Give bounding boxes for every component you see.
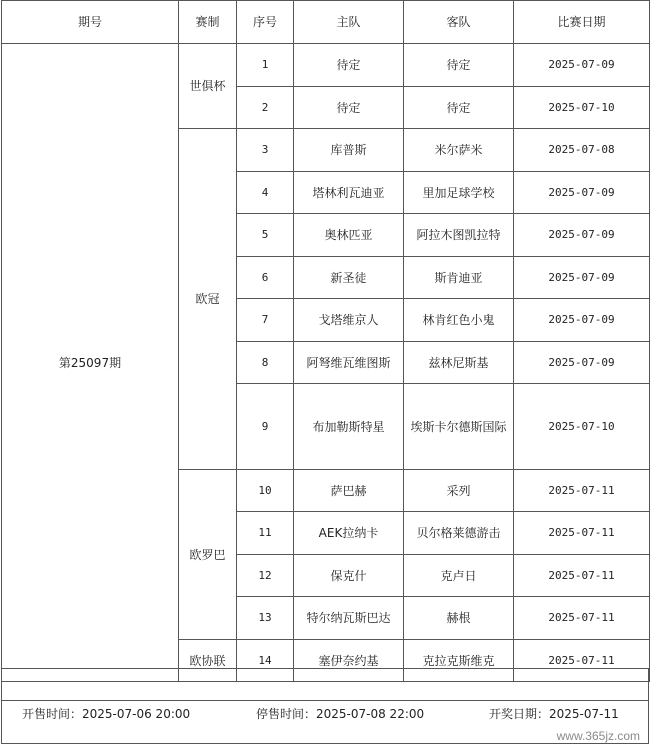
match-date-cell: 2025-07-11: [514, 597, 650, 640]
match-date-cell: 2025-07-10: [514, 384, 650, 470]
away-team-cell: 赫根: [404, 597, 514, 640]
away-team-cell: 克卢日: [404, 555, 514, 597]
home-team-cell: 萨巴赫: [294, 470, 404, 512]
home-team-cell: AEK拉纳卡: [294, 512, 404, 555]
match-no-cell: 7: [237, 299, 294, 342]
format-cell: 欧冠: [179, 129, 237, 470]
match-date-cell: 2025-07-09: [514, 342, 650, 384]
draw-date: 开奖日期：2025-07-11: [489, 707, 619, 721]
match-no-cell: 1: [237, 44, 294, 87]
match-no-cell: 10: [237, 470, 294, 512]
format-cell: 欧协联: [179, 640, 237, 682]
site-watermark: www.365jz.com: [556, 729, 640, 743]
away-team-cell: 阿拉木图凯拉特: [404, 214, 514, 257]
match-date-cell: 2025-07-08: [514, 129, 650, 172]
away-team-cell: 采列: [404, 470, 514, 512]
match-date-cell: 2025-07-09: [514, 257, 650, 299]
col-header-home: 主队: [294, 1, 404, 44]
format-cell: 世俱杯: [179, 44, 237, 129]
home-team-cell: 戈塔维京人: [294, 299, 404, 342]
home-team-cell: 塔林利瓦迪亚: [294, 172, 404, 214]
away-team-cell: 米尔萨米: [404, 129, 514, 172]
away-team-cell: 林肯红色小鬼: [404, 299, 514, 342]
col-header-away: 客队: [404, 1, 514, 44]
match-date-cell: 2025-07-10: [514, 87, 650, 129]
issue-cell: 第25097期: [2, 44, 179, 682]
away-team-cell: 贝尔格莱德游击: [404, 512, 514, 555]
match-no-cell: 14: [237, 640, 294, 682]
match-date-cell: 2025-07-11: [514, 555, 650, 597]
home-team-cell: 布加勒斯特星: [294, 384, 404, 470]
away-team-cell: 待定: [404, 44, 514, 87]
home-team-cell: 阿弩维瓦维图斯: [294, 342, 404, 384]
away-team-cell: 待定: [404, 87, 514, 129]
col-header-no: 序号: [237, 1, 294, 44]
sale-stop-time: 停售时间：2025-07-08 22:00: [256, 707, 425, 721]
col-header-issue: 期号: [2, 1, 179, 44]
away-team-cell: 兹林尼斯基: [404, 342, 514, 384]
match-date-cell: 2025-07-09: [514, 299, 650, 342]
header-row: [2, 1, 650, 44]
format-cell: 欧罗巴: [179, 470, 237, 640]
home-team-cell: 待定: [294, 44, 404, 87]
home-team-cell: 奥林匹亚: [294, 214, 404, 257]
match-date-cell: 2025-07-09: [514, 172, 650, 214]
match-no-cell: 5: [237, 214, 294, 257]
match-no-cell: 3: [237, 129, 294, 172]
blank-row: [1, 668, 649, 701]
away-team-cell: 克拉克斯维克: [404, 640, 514, 682]
col-header-date: 比赛日期: [514, 1, 650, 44]
home-team-cell: 特尔纳瓦斯巴达: [294, 597, 404, 640]
away-team-cell: 里加足球学校: [404, 172, 514, 214]
table-body: [2, 44, 650, 682]
home-team-cell: 塞伊奈约基: [294, 640, 404, 682]
home-team-cell: 待定: [294, 87, 404, 129]
match-date-cell: 2025-07-11: [514, 640, 650, 682]
match-no-cell: 6: [237, 257, 294, 299]
schedule-table: [1, 0, 650, 682]
match-no-cell: 12: [237, 555, 294, 597]
match-no-cell: 4: [237, 172, 294, 214]
match-no-cell: 9: [237, 384, 294, 470]
home-team-cell: 新圣徒: [294, 257, 404, 299]
match-no-cell: 8: [237, 342, 294, 384]
home-team-cell: 保克什: [294, 555, 404, 597]
sale-info-footer: [1, 699, 649, 744]
away-team-cell: 埃斯卡尔德斯国际: [404, 384, 514, 470]
match-no-cell: 13: [237, 597, 294, 640]
match-date-cell: 2025-07-09: [514, 214, 650, 257]
col-header-format: 赛制: [179, 1, 237, 44]
match-no-cell: 2: [237, 87, 294, 129]
sale-start-time: 开售时间：2025-07-06 20:00: [22, 707, 191, 721]
match-date-cell: 2025-07-11: [514, 470, 650, 512]
match-date-cell: 2025-07-09: [514, 44, 650, 87]
away-team-cell: 斯肯迪亚: [404, 257, 514, 299]
table-row: [2, 44, 650, 87]
home-team-cell: 库普斯: [294, 129, 404, 172]
match-date-cell: 2025-07-11: [514, 512, 650, 555]
match-no-cell: 11: [237, 512, 294, 555]
